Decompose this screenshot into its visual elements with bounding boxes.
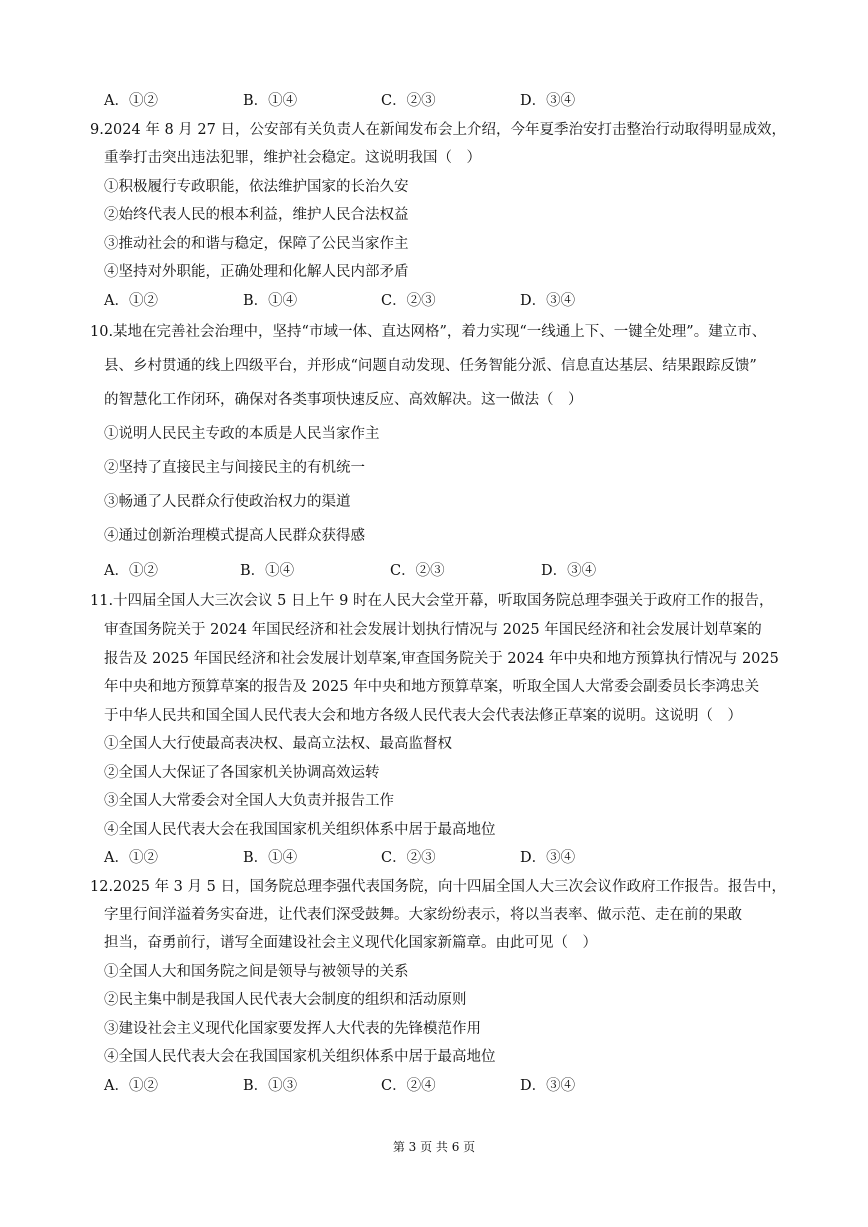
q10-stem-line: 的智慧化工作闭环，确保对各类事项快速反应、高效解决。这一做法（ ） [104, 392, 583, 408]
q10-item-3: ③畅通了人民群众行使政治权力的渠道 [104, 494, 351, 510]
q12-option-a: A．①② [104, 1078, 158, 1094]
q8-option-a: A．①② [104, 93, 158, 109]
q11-option-c: C．②③ [381, 850, 436, 866]
q10-option-d: D．③④ [541, 563, 597, 579]
q11-option-b: B．①④ [243, 850, 298, 866]
q9-item-2: ②始终代表人民的根本利益，维护人民合法权益 [104, 207, 409, 223]
q9-stem-line: 重拳打击突出违法犯罪，维护社会稳定。这说明我国（ ） [104, 150, 481, 166]
q10-option-b: B．①④ [240, 563, 295, 579]
q12-stem-line: 字里行间洋溢着务实奋进，让代表们深受鼓舞。大家纷纷表示，将以当表率、做示范、走在前的果敢 [104, 907, 742, 923]
q10-item-1: ①说明人民民主专政的本质是人民当家作主 [104, 426, 380, 442]
q9-option-c: C．②③ [381, 293, 436, 309]
q11-option-a: A．①② [104, 850, 158, 866]
q11-item-2: ②全国人大保证了各国家机关协调高效运转 [104, 765, 380, 781]
q11-item-4: ④全国人民代表大会在我国国家机关组织体系中居于最高地位 [104, 822, 496, 838]
q11-stem-line: 报告及 2025 年国民经济和社会发展计划草案,审查国务院关于 2024 年中央和地方预算执行情况与 2025 [104, 651, 779, 667]
q9-option-d: D．③④ [520, 293, 576, 309]
q9-item-1: ①积极履行专政职能，依法维护国家的长治久安 [104, 179, 409, 195]
q10-stem-line: 县、乡村贯通的线上四级平台，并形成“问题自动发现、任务智能分派、信息直达基层、结果跟踪反馈” [104, 358, 757, 374]
q8-option-d: D．③④ [520, 93, 576, 109]
q10-option-a: A．①② [104, 563, 158, 579]
q12-option-d: D．③④ [520, 1078, 576, 1094]
q12-option-b: B．①③ [243, 1078, 298, 1094]
q8-option-c: C．②③ [381, 93, 436, 109]
q9-item-3: ③推动社会的和谐与稳定，保障了公民当家作主 [104, 236, 409, 252]
q12-item-3: ③建设社会主义现代化国家要发挥人大代表的先锋模范作用 [104, 1021, 481, 1037]
page-footer: 第 3 页 共 6 页 [392, 1140, 476, 1154]
q12-stem-line: 12.2025 年 3 月 5 日，国务院总理李强代表国务院，向十四届全国人大三次会议作政府工作报告。报告中， [90, 879, 786, 895]
q12-item-4: ④全国人民代表大会在我国国家机关组织体系中居于最高地位 [104, 1049, 496, 1065]
q9-stem-line: 9.2024 年 8 月 27 日，公安部有关负责人在新闻发布会上介绍，今年夏季治安打击整治行动取得明显成效， [90, 122, 786, 138]
q10-item-2: ②坚持了直接民主与间接民主的有机统一 [104, 460, 365, 476]
q9-item-4: ④坚持对外职能，正确处理和化解人民内部矛盾 [104, 264, 409, 280]
q11-stem-line: 年中央和地方预算草案的报告及 2025 年中央和地方预算草案，听取全国人大常委会副委员长李鸿忠关 [104, 679, 760, 695]
q11-item-3: ③全国人大常委会对全国人大负责并报告工作 [104, 793, 394, 809]
q10-option-c: C．②③ [390, 563, 445, 579]
q12-item-2: ②民主集中制是我国人民代表大会制度的组织和活动原则 [104, 992, 467, 1008]
q11-item-1: ①全国人大行使最高表决权、最高立法权、最高监督权 [104, 736, 452, 752]
q10-item-4: ④通过创新治理模式提高人民群众获得感 [104, 528, 365, 544]
q11-stem-line: 审查国务院关于 2024 年国民经济和社会发展计划执行情况与 2025 年国民经济和社会发展计划草案的 [104, 622, 762, 638]
q9-option-b: B．①④ [243, 293, 298, 309]
q11-stem-line: 于中华人民共和国全国人民代表大会和地方各级人民代表大会代表法修正草案的说明。这说明（ ） [104, 708, 742, 724]
q10-stem-line: 10.某地在完善社会治理中，坚持“市域一体、直达网格”，着力实现“一线通上下、一键全处理”。建立市、 [90, 324, 767, 340]
q12-item-1: ①全国人大和国务院之间是领导与被领导的关系 [104, 964, 409, 980]
q8-option-b: B．①④ [243, 93, 298, 109]
q9-option-a: A．①② [104, 293, 158, 309]
q11-stem-line: 11.十四届全国人大三次会议 5 日上午 9 时在人民大会堂开幕，听取国务院总理李强关于政府工作的报告， [90, 593, 774, 609]
q12-option-c: C．②④ [381, 1078, 436, 1094]
q11-option-d: D．③④ [520, 850, 576, 866]
q12-stem-line: 担当，奋勇前行，谱写全面建设社会主义现代化国家新篇章。由此可见（ ） [104, 935, 597, 951]
